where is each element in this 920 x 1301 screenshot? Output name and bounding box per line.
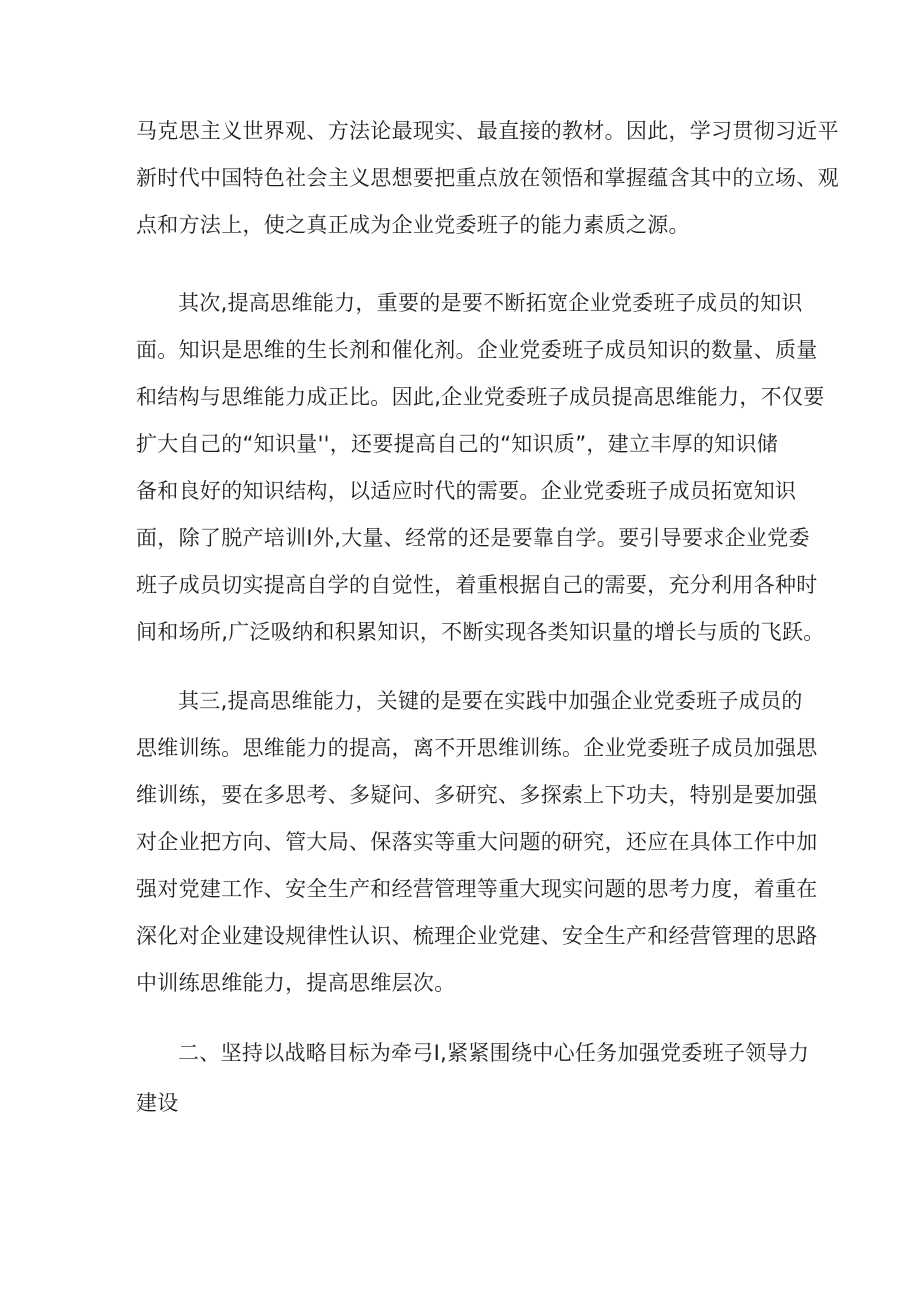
text-line: 面，除了脱产培训I外,大量、经常的还是要靠自学。要引导要求企业党委 — [136, 526, 810, 550]
text-line: 班子成员切实提高自学的自觉性，着重根据自己的需要，充分利用各种时 — [136, 573, 818, 597]
section-heading: 二、坚持以战略目标为牵弓I,紧紧围绕中心任务加强党委班子领导力 — [178, 1041, 810, 1065]
section-heading: 建设 — [136, 1091, 179, 1115]
text-line: 间和场所,广泛吸纳和积累知识，不断实现各类知识量的增长与质的飞跃。 — [136, 620, 825, 644]
text-line: 强对党建工作、安全生产和经营管理等重大现实问题的思考力度，着重在 — [136, 877, 818, 901]
text-line: 和结构与思维能力成正比。因此,企业党委班子成员提高思维能力，不仅要 — [136, 385, 825, 409]
text-line: 点和方法上，使之真正成为企业党委班子的能力素质之源。 — [136, 213, 690, 237]
text-line: 思维训练。思维能力的提高，离不开思维训练。企业党委班子成员加强思 — [136, 736, 818, 760]
text-line: 新时代中国特色社会主义思想要把重点放在领悟和掌握蕴含其中的立场、观 — [136, 166, 839, 190]
text-line: 深化对企业建设规律性认识、梳理企业党建、安全生产和经营管理的思路 — [136, 924, 818, 948]
text-line: 中训练思维能力，提高思维层次。 — [136, 971, 456, 995]
text-line: 其三,提高思维能力，关键的是要在实践中加强企业党委班子成员的 — [178, 689, 803, 713]
text-line: 备和良好的知识结构，以适应时代的需要。企业党委班子成员拓宽知识 — [136, 479, 797, 503]
text-line: 马克思主义世界观、方法论最现实、最直接的教材。因此，学习贯彻习近平 — [136, 119, 839, 143]
text-line: 扩大自己的“知识量''，还要提高自己的“知识质”，建立丰厚的知识储 — [136, 432, 779, 456]
text-line: 其次,提高思维能力，重要的是要不断拓宽企业党委班子成员的知识 — [178, 291, 803, 315]
text-line: 面。知识是思维的生长剂和催化剂。企业党委班子成员知识的数量、质量 — [136, 338, 818, 362]
text-line: 对企业把方向、管大局、保落实等重大问题的研究，还应在具体工作中加 — [136, 830, 818, 854]
text-line: 维训练，要在多思考、多疑问、多研究、多探索上下功夫，特别是要加强 — [136, 783, 818, 807]
